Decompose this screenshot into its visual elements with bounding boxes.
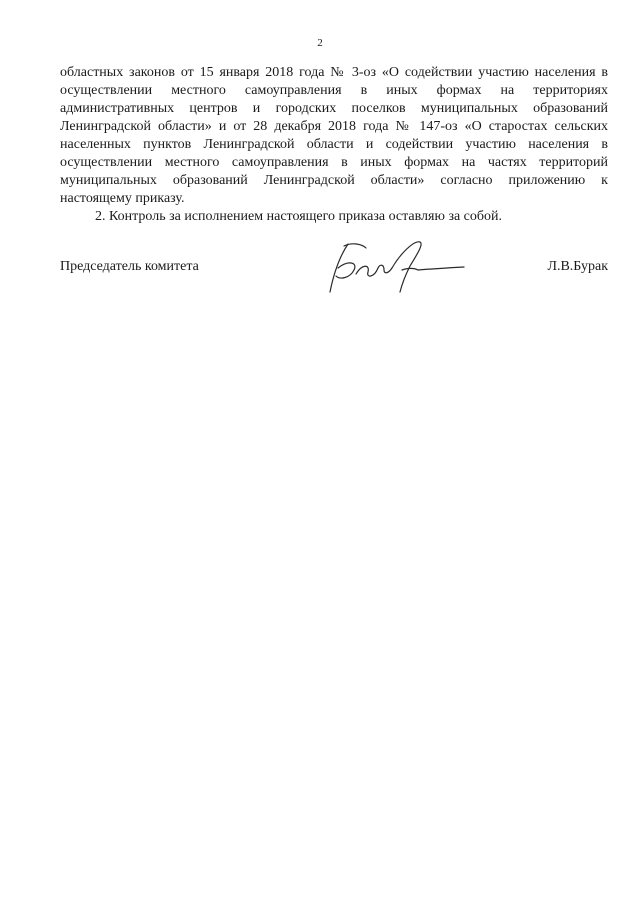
- signatory-position: Председатель комитета: [60, 259, 199, 274]
- page-number: 2: [317, 37, 323, 49]
- signatory-name: Л.В.Бурак: [547, 259, 608, 274]
- handwritten-signature-icon: [318, 234, 468, 298]
- paragraph-point-2: 2. Контроль за исполнением настоящего приказа оставляю за собой.: [95, 209, 503, 224]
- paragraph-continuation: областных законов от 15 января 2018 года № 3-оз «О содействии участию населения в осуществлении местного самоуправления в иных формах на территориях административных центров и городских поселков муниципальных образований Ленинградской области» и от 28 декабря 2018 года № 147-оз «О старостах сельских населенных пунктов Ленинградской области и содействии участию населения в осуществлении местного самоуправления в иных формах на частях территорий муниципальных образований Ленинградской области» согласно приложению к настоящему приказу.: [60, 65, 608, 206]
- document-body: [60, 64, 608, 226]
